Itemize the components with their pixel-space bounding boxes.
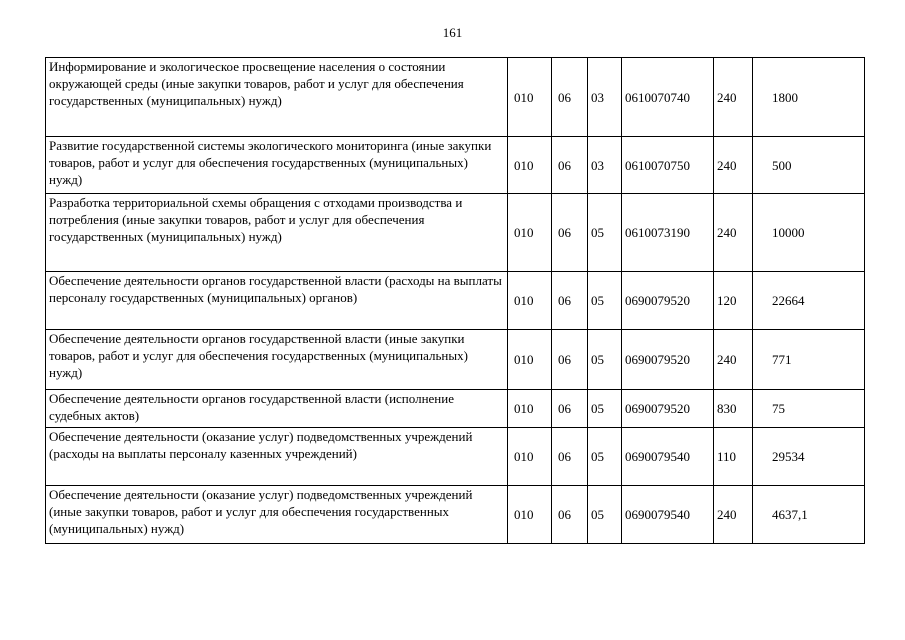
row-expense-type: 830 <box>714 390 753 428</box>
row-amount: 1800 <box>753 58 865 137</box>
row-amount: 22664 <box>753 272 865 330</box>
row-amount: 75 <box>753 390 865 428</box>
table-row <box>46 58 865 137</box>
row-subsection: 05 <box>588 390 622 428</box>
row-expense-type: 110 <box>714 428 753 486</box>
table-row <box>46 194 865 272</box>
row-article: 0690079540 <box>622 486 714 544</box>
table-row <box>46 137 865 194</box>
row-amount: 29534 <box>753 428 865 486</box>
row-ministry: 010 <box>508 428 552 486</box>
row-section: 06 <box>552 390 588 428</box>
row-expense-type: 240 <box>714 194 753 272</box>
row-ministry: 010 <box>508 272 552 330</box>
row-section: 06 <box>552 194 588 272</box>
row-amount: 771 <box>753 330 865 390</box>
row-ministry: 010 <box>508 58 552 137</box>
row-section: 06 <box>552 428 588 486</box>
table-row <box>46 428 865 486</box>
row-name: Обеспечение деятельности органов государственной власти (исполнение судебных актов) <box>46 390 508 428</box>
row-section: 06 <box>552 486 588 544</box>
row-amount: 500 <box>753 137 865 194</box>
row-subsection: 05 <box>588 428 622 486</box>
row-expense-type: 240 <box>714 58 753 137</box>
budget-table <box>45 57 865 544</box>
row-expense-type: 240 <box>714 137 753 194</box>
row-article: 0690079520 <box>622 272 714 330</box>
row-name: Информирование и экологическое просвещение населения о состоянии окружающей среды (иные закупки товаров, работ и услуг для обеспечения государственных (муниципальных) нужд) <box>46 58 508 137</box>
row-ministry: 010 <box>508 330 552 390</box>
row-name: Обеспечение деятельности (оказание услуг) подведомственных учреждений (иные закупки товаров, работ и услуг для обеспечения государственных (муниципальных) нужд) <box>46 486 508 544</box>
table-row <box>46 390 865 428</box>
row-name: Развитие государственной системы экологического мониторинга (иные закупки товаров, работ и услуг для обеспечения государственных (муниципальных) нужд) <box>46 137 508 194</box>
row-section: 06 <box>552 330 588 390</box>
row-article: 0690079520 <box>622 330 714 390</box>
row-section: 06 <box>552 58 588 137</box>
row-amount: 4637,1 <box>753 486 865 544</box>
row-ministry: 010 <box>508 390 552 428</box>
row-name: Обеспечение деятельности органов государственной власти (расходы на выплаты персоналу государственных (муниципальных) органов) <box>46 272 508 330</box>
row-name: Обеспечение деятельности органов государственной власти (иные закупки товаров, работ и услуг для обеспечения государственных (муниципальных) нужд) <box>46 330 508 390</box>
row-article: 0610070740 <box>622 58 714 137</box>
page-number: 161 <box>442 25 463 40</box>
row-article: 0690079540 <box>622 428 714 486</box>
row-article: 0610073190 <box>622 194 714 272</box>
row-expense-type: 120 <box>714 272 753 330</box>
row-article: 0690079520 <box>622 390 714 428</box>
row-expense-type: 240 <box>714 330 753 390</box>
row-subsection: 03 <box>588 137 622 194</box>
table-row <box>46 272 865 330</box>
row-section: 06 <box>552 272 588 330</box>
row-ministry: 010 <box>508 137 552 194</box>
row-subsection: 05 <box>588 330 622 390</box>
row-section: 06 <box>552 137 588 194</box>
table-row <box>46 486 865 544</box>
row-name: Обеспечение деятельности (оказание услуг) подведомственных учреждений (расходы на выплаты персоналу казенных учреждений) <box>46 428 508 486</box>
row-subsection: 05 <box>588 272 622 330</box>
row-amount: 10000 <box>753 194 865 272</box>
row-ministry: 010 <box>508 194 552 272</box>
row-name: Разработка территориальной схемы обращения с отходами производства и потребления (иные закупки товаров, работ и услуг для обеспечения государственных (муниципальных) нужд) <box>46 194 508 272</box>
row-ministry: 010 <box>508 486 552 544</box>
row-subsection: 05 <box>588 194 622 272</box>
row-subsection: 05 <box>588 486 622 544</box>
row-subsection: 03 <box>588 58 622 137</box>
row-article: 0610070750 <box>622 137 714 194</box>
table-row <box>46 330 865 390</box>
row-expense-type: 240 <box>714 486 753 544</box>
